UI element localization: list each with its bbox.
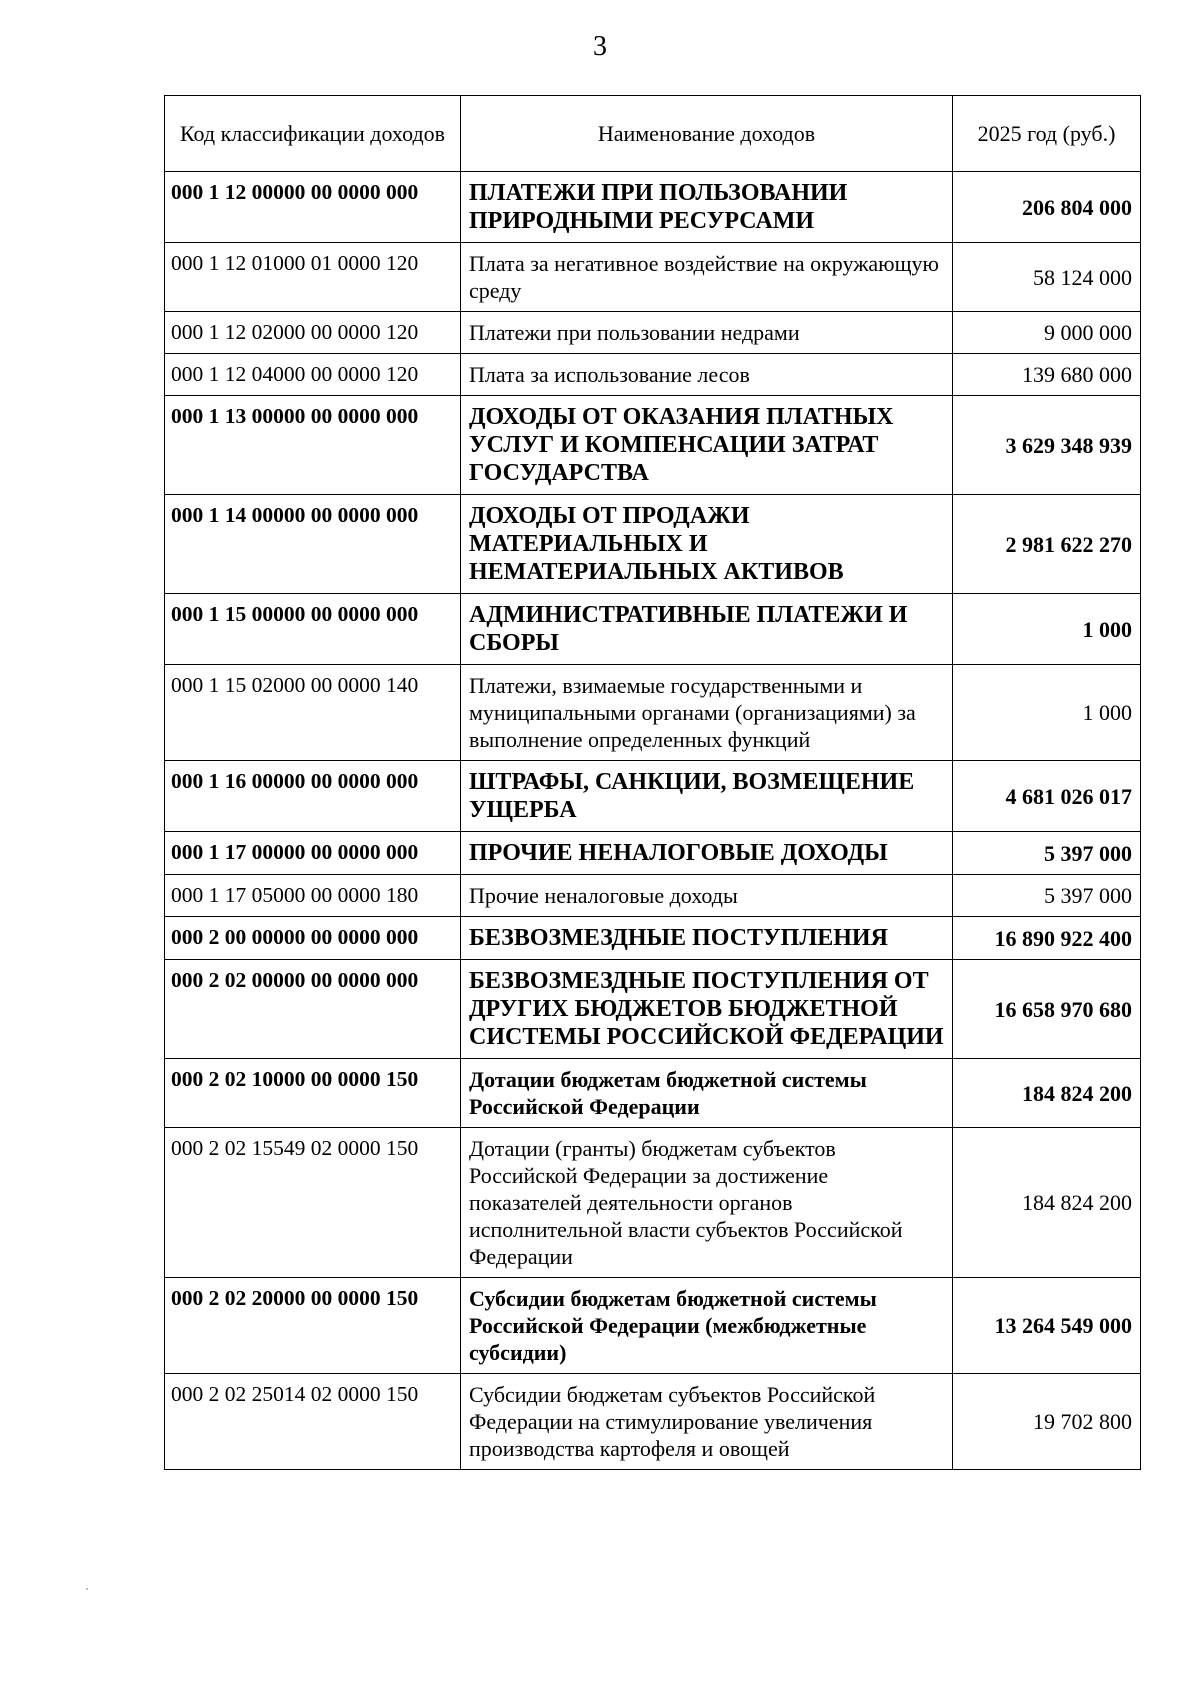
cell-code: 000 1 12 00000 00 0000 000 [165,172,461,243]
cell-code: 000 2 02 10000 00 0000 150 [165,1059,461,1128]
cell-amount: 206 804 000 [953,172,1141,243]
table-row [165,761,1141,832]
cell-amount: 16 890 922 400 [953,917,1141,960]
cell-amount: 4 681 026 017 [953,761,1141,832]
cell-name: Прочие неналоговые доходы [461,875,953,917]
table-row [165,875,1141,917]
cell-amount: 3 629 348 939 [953,396,1141,495]
table-row [165,1059,1141,1128]
table-header-row [165,96,1141,172]
cell-amount: 1 000 [953,594,1141,665]
cell-amount: 58 124 000 [953,243,1141,312]
cell-name: ПРОЧИЕ НЕНАЛОГОВЫЕ ДОХОДЫ [461,832,953,875]
table-row [165,1128,1141,1278]
cell-amount: 16 658 970 680 [953,960,1141,1059]
cell-code: 000 2 02 15549 02 0000 150 [165,1128,461,1278]
cell-name: ДОХОДЫ ОТ ПРОДАЖИ МАТЕРИАЛЬНЫХ И НЕМАТЕРИАЛЬНЫХ АКТИВОВ [461,495,953,594]
cell-code: 000 1 12 04000 00 0000 120 [165,354,461,396]
table-row [165,172,1141,243]
cell-code: 000 2 02 00000 00 0000 000 [165,960,461,1059]
cell-name: ПЛАТЕЖИ ПРИ ПОЛЬЗОВАНИИ ПРИРОДНЫМИ РЕСУРСАМИ [461,172,953,243]
cell-code: 000 2 02 25014 02 0000 150 [165,1374,461,1470]
revenue-table [164,95,1141,1470]
cell-name: Платежи, взимаемые государственными и муниципальными органами (организациями) за выполнение определенных функций [461,665,953,761]
header-name: Наименование доходов [461,96,953,172]
cell-amount: 19 702 800 [953,1374,1141,1470]
cell-name: Субсидии бюджетам бюджетной системы Российской Федерации (межбюджетные субсидии) [461,1278,953,1374]
table-row [165,312,1141,354]
table-body [165,172,1141,1470]
page-number: 3 [593,31,607,62]
cell-amount: 139 680 000 [953,354,1141,396]
table-row [165,495,1141,594]
table-row [165,832,1141,875]
table-row [165,917,1141,960]
cell-code: 000 1 15 00000 00 0000 000 [165,594,461,665]
table-row [165,396,1141,495]
cell-code: 000 2 00 00000 00 0000 000 [165,917,461,960]
cell-amount: 5 397 000 [953,875,1141,917]
cell-code: 000 1 13 00000 00 0000 000 [165,396,461,495]
table-row [165,594,1141,665]
table-row [165,960,1141,1059]
cell-code: 000 1 17 05000 00 0000 180 [165,875,461,917]
scan-artifact [86,1588,88,1590]
cell-code: 000 1 14 00000 00 0000 000 [165,495,461,594]
cell-amount: 9 000 000 [953,312,1141,354]
header-amount: 2025 год (руб.) [953,96,1141,172]
cell-code: 000 1 16 00000 00 0000 000 [165,761,461,832]
cell-amount: 13 264 549 000 [953,1278,1141,1374]
cell-name: Плата за негативное воздействие на окружающую среду [461,243,953,312]
cell-name: ДОХОДЫ ОТ ОКАЗАНИЯ ПЛАТНЫХ УСЛУГ И КОМПЕНСАЦИИ ЗАТРАТ ГОСУДАРСТВА [461,396,953,495]
cell-name: ШТРАФЫ, САНКЦИИ, ВОЗМЕЩЕНИЕ УЩЕРБА [461,761,953,832]
cell-amount: 184 824 200 [953,1128,1141,1278]
table-row [165,1278,1141,1374]
cell-amount: 5 397 000 [953,832,1141,875]
cell-name: Платежи при пользовании недрами [461,312,953,354]
cell-amount: 2 981 622 270 [953,495,1141,594]
table-row [165,665,1141,761]
cell-name: БЕЗВОЗМЕЗДНЫЕ ПОСТУПЛЕНИЯ [461,917,953,960]
table-row [165,243,1141,312]
cell-code: 000 1 12 01000 01 0000 120 [165,243,461,312]
cell-name: Плата за использование лесов [461,354,953,396]
cell-code: 000 1 17 00000 00 0000 000 [165,832,461,875]
cell-code: 000 2 02 20000 00 0000 150 [165,1278,461,1374]
cell-name: БЕЗВОЗМЕЗДНЫЕ ПОСТУПЛЕНИЯ ОТ ДРУГИХ БЮДЖЕТОВ БЮДЖЕТНОЙ СИСТЕМЫ РОССИЙСКОЙ ФЕДЕРАЦИИ [461,960,953,1059]
cell-name: Субсидии бюджетам субъектов Российской Федерации на стимулирование увеличения производства картофеля и овощей [461,1374,953,1470]
table-row [165,1374,1141,1470]
header-code: Код классификации доходов [165,96,461,172]
cell-code: 000 1 15 02000 00 0000 140 [165,665,461,761]
cell-amount: 1 000 [953,665,1141,761]
cell-amount: 184 824 200 [953,1059,1141,1128]
cell-name: АДМИНИСТРАТИВНЫЕ ПЛАТЕЖИ И СБОРЫ [461,594,953,665]
cell-name: Дотации (гранты) бюджетам субъектов Российской Федерации за достижение показателей деятельности органов исполнительной власти субъектов Российской Федерации [461,1128,953,1278]
cell-code: 000 1 12 02000 00 0000 120 [165,312,461,354]
cell-name: Дотации бюджетам бюджетной системы Российской Федерации [461,1059,953,1128]
table-row [165,354,1141,396]
